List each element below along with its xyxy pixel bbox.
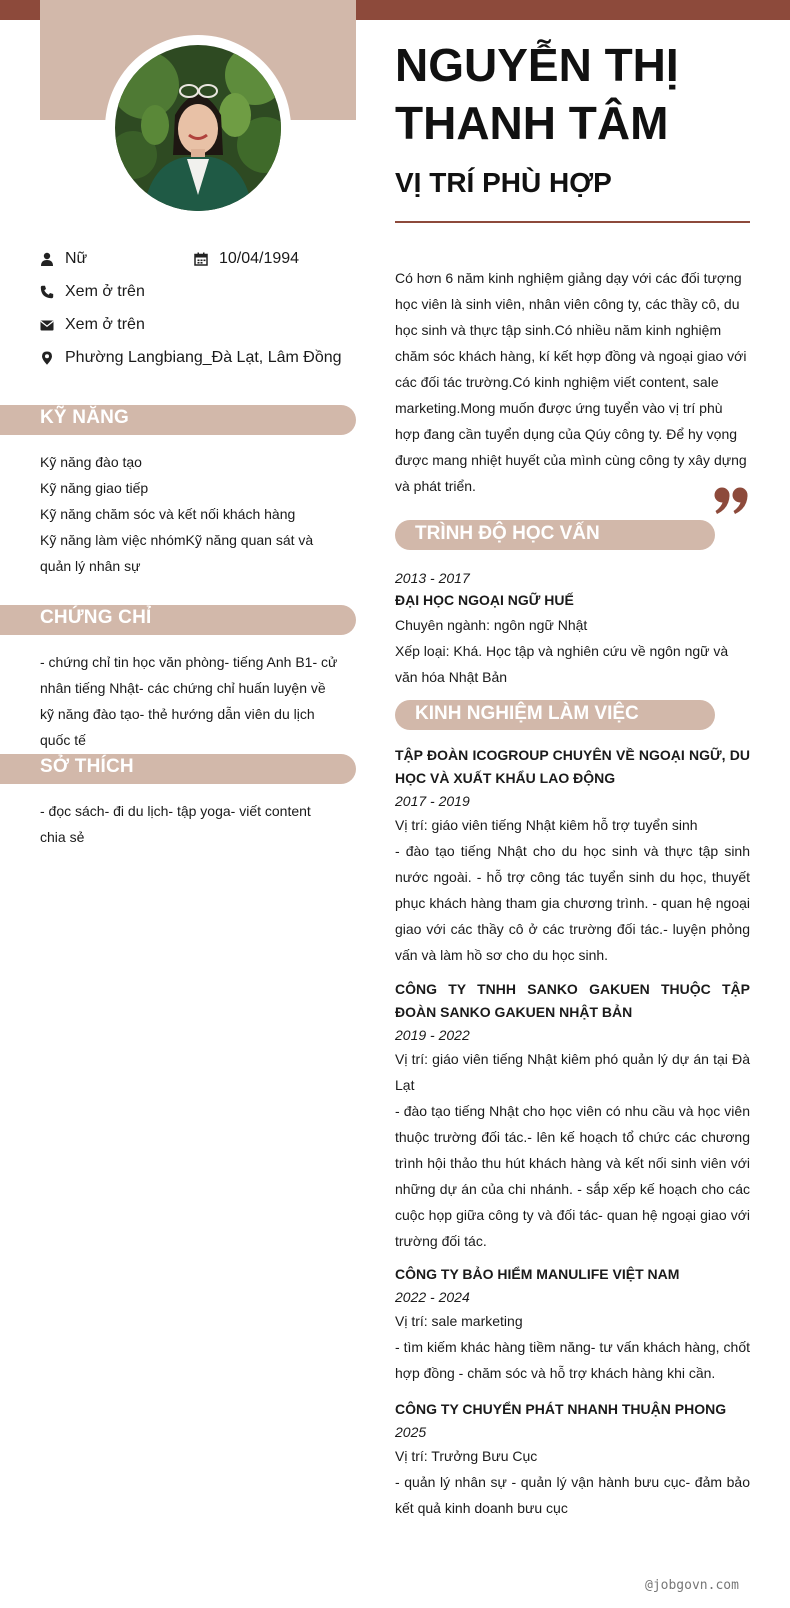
job-role: Vị trí: sale marketing xyxy=(395,1313,523,1329)
experience-header xyxy=(395,700,715,730)
candidate-name: NGUYỄN THỊ THANH TÂM xyxy=(395,39,679,149)
education-entry xyxy=(395,567,750,690)
avatar-frame xyxy=(105,35,291,221)
job-company: CÔNG TY TNHH SANKO GAKUEN THUỘC TẬP ĐOÀN SANKO GAKUEN NHẬT BẢN xyxy=(395,981,750,1020)
email-value: Xem ở trên xyxy=(65,316,145,333)
job-description: - đào tạo tiếng Nhật cho học viên có nhu cầu và học viên thuộc trường đối tác.- lên kế hoạch tổ chức các chương trình hội thảo thu hút khách hàng và kết nối sinh viên với những dự án của chi nhánh. - sắp xếp kế hoạch cho các cuộc họp giữa công ty và đối tác- quan hệ ngoại giao với trường đối tác. xyxy=(395,1103,750,1249)
education-detail: Xếp loại: Khá. Học tập và nghiên cứu về ngôn ngữ và văn hóa Nhật Bản xyxy=(395,643,729,685)
job-period: 2017 - 2019 xyxy=(395,793,470,809)
job-period: 2019 - 2022 xyxy=(395,1027,470,1043)
envelope-icon xyxy=(40,318,54,332)
birthday-row xyxy=(194,248,299,270)
career-summary: Có hơn 6 năm kinh nghiệm giảng dạy với các đối tượng học viên là sinh viên, nhân viên công ty, các thầy cô, du học sinh và thực tập sinh.Có nhiều năm kinh nghiệm chăm sóc khách hàng, kí kết hợp đồng và ngoại giao với các đối tác trường.Có kinh nghiệm viết content, sale marketing.Mong muốn được ứng tuyển vào vị trí phù hợp đang cần tuyển dụng của Qúy công ty. Để hy vọng được mang nhiệt huyết của mình cùng công ty xây dựng và phát triển. xyxy=(395,270,747,494)
school-name: ĐẠI HỌC NGOẠI NGỮ HUẾ xyxy=(395,592,574,608)
education-title: TRÌNH ĐỘ HỌC VẤN xyxy=(415,523,600,544)
skills-title: KỸ NĂNG xyxy=(40,407,130,428)
job-entry xyxy=(395,1263,750,1386)
job-company: CÔNG TY BẢO HIỂM MANULIFE VIỆT NAM xyxy=(395,1266,680,1282)
skill-item: Kỹ năng giao tiếp xyxy=(40,480,149,496)
job-role: Vị trí: Trưởng Bưu Cục xyxy=(395,1448,538,1464)
address-value: Phường Langbiang_Đà Lạt, Lâm Đồng xyxy=(65,349,342,366)
certificates-text: - chứng chỉ tin học văn phòng- tiếng Anh B1- cử nhân tiếng Nhật- các chứng chỉ huấn luyện về kỹ năng đào tạo- thẻ hướng dẫn viên du lịch quốc tế xyxy=(40,654,338,748)
education-period: 2013 - 2017 xyxy=(395,570,470,586)
skills-header xyxy=(0,405,356,435)
hobbies-text: - đọc sách- đi du lịch- tập yoga- viết content chia sẻ xyxy=(40,803,311,845)
job-description: - tìm kiếm khác hàng tiềm năng- tư vấn khách hàng, chốt hợp đồng - chăm sóc và hỗ trợ khách hàng khi cần. xyxy=(395,1339,750,1381)
skills-list xyxy=(40,449,346,579)
address-row xyxy=(40,347,342,369)
certificates-title: CHỨNG CHỈ xyxy=(40,607,152,628)
education-header xyxy=(395,520,715,550)
phone-row xyxy=(40,281,145,303)
position-title: VỊ TRÍ PHÙ HỢP xyxy=(395,167,612,198)
skill-item: Kỹ năng chăm sóc và kết nối khách hàng xyxy=(40,506,296,522)
hobbies-title: SỞ THÍCH xyxy=(40,756,134,777)
job-role: Vị trí: giáo viên tiếng Nhật kiêm hỗ trợ tuyển sinh xyxy=(395,817,698,833)
hobbies-header xyxy=(0,754,356,784)
map-pin-icon xyxy=(40,351,54,365)
footer-watermark: @jobgovn.com xyxy=(645,1578,739,1593)
job-company: TẬP ĐOÀN ICOGROUP CHUYÊN VỀ NGOẠI NGỮ, DU HỌC VÀ XUẤT KHẨU LAO ĐỘNG xyxy=(395,747,750,786)
job-description: - đào tạo tiếng Nhật cho du học sinh và thực tập sinh nước ngoài. - hỗ trợ công tác tuyển sinh du học, thuyết phục khách hàng tham gia chương trình. - quan hệ ngoại giao với các thầy cô ở các trường đối tác.- luyện phỏng vấn và làm hồ sơ cho du học sinh. xyxy=(395,843,750,963)
job-description: - quản lý nhân sự - quản lý vận hành bưu cục- đảm bảo kết quả kinh doanh bưu cục xyxy=(395,1474,750,1516)
job-entry xyxy=(395,1398,750,1521)
email-row xyxy=(40,314,145,336)
experience-title: KINH NGHIỆM LÀM VIỆC xyxy=(415,703,639,724)
phone-value: Xem ở trên xyxy=(65,283,145,300)
title-divider xyxy=(395,221,750,223)
gender-value: Nữ xyxy=(65,250,88,267)
certificates-header xyxy=(0,605,356,635)
job-role: Vị trí: giáo viên tiếng Nhật kiêm phó quản lý dự án tại Đà Lạt xyxy=(395,1051,750,1093)
job-entry xyxy=(395,744,750,968)
job-period: 2025 xyxy=(395,1424,427,1440)
user-icon xyxy=(40,252,54,266)
education-major: Chuyên ngành: ngôn ngữ Nhật xyxy=(395,617,588,633)
job-entry xyxy=(395,978,750,1254)
birthday-value: 10/04/1994 xyxy=(219,250,300,267)
avatar xyxy=(115,45,281,211)
job-company: CÔNG TY CHUYỂN PHÁT NHANH THUẬN PHONG xyxy=(395,1401,727,1417)
quote-icon xyxy=(714,486,750,518)
phone-icon xyxy=(40,285,54,299)
job-period: 2022 - 2024 xyxy=(395,1289,470,1305)
calendar-icon xyxy=(194,252,208,266)
gender-row xyxy=(40,248,87,270)
skill-item: Kỹ năng đào tạo xyxy=(40,454,142,470)
skill-item: Kỹ năng làm việc nhómKỹ năng quan sát và quản lý nhân sự xyxy=(40,532,314,574)
